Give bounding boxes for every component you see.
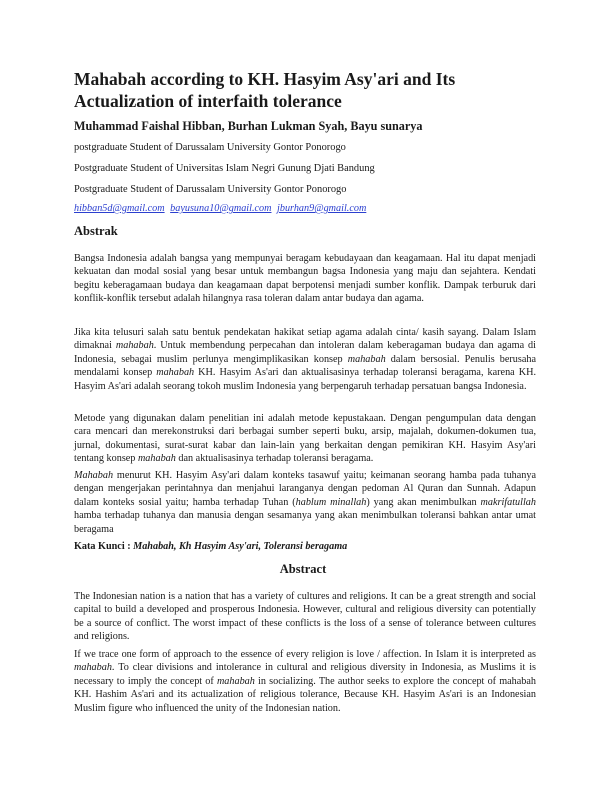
email-link-bayu[interactable]: bayusuna10@gmail.com — [170, 203, 272, 214]
abstract-heading: Abstract — [279, 562, 327, 576]
abstrak-paragraph-3: Metode yang digunakan dalam penelitian ini adalah metode kepustakaan. Dengan pengumpulan data dengan cara mencari dan merekonstruksi dari berbagai sumber seperti buku, arsip, majalah, dokumen-dokumen tua, jurnal, dokumentasi, surat-surat kabar dan lain-lain yang berkaitan dengan pemikiran KH. Hasyim Asy'ari tentang konsep mahabah dan aktualisasinya terhadap toleransi beragama. — [74, 413, 536, 465]
abstrak-paragraph-4: Mahabah menurut KH. Hasyim Asy'ari dalam konteks tasawuf yaitu; keimanan seorang hamba pada tuhanya dengan mengerjakan perintahnya dan menjahui laranganya dengan pedoman Al Quran dan Sunnah. Adapun dalam konteks sosial yaitu; hamba terhadap Tuhan (hablum minallah) yang akan menimbulkan makrifatullah hamba terhadap tuhanya dan manusia dengan sesamanya yang akan menimbulkan toleransi bahkan antar umat beragama — [74, 470, 536, 535]
paper-title: Mahabah according to KH. Hasyim Asy'ari and Its Actualization of interfaith tolerance — [74, 69, 456, 111]
abstrak-heading: Abstrak — [74, 224, 118, 238]
keywords-value: Mahabah, Kh Hasyim Asy'ari, Toleransi beragama — [133, 541, 348, 552]
affiliation-3: Postgraduate Student of Darussalam University Gontor Ponorogo — [74, 184, 347, 195]
email-link-hibban[interactable]: hibban5d@gmail.com — [74, 203, 165, 214]
email-list — [74, 203, 369, 214]
keywords-label: Kata Kunci : — [74, 541, 134, 552]
abstract-paragraph-1: The Indonesian nation is a nation that has a variety of cultures and religions. It can be a great strength and social capital to build a developed and prosperous Indonesia. However, cultural and religious diversity can potentially be a source of conflict. The worst impact of these conflicts is the loss of a sense of tolerance between cultures and religions. — [74, 591, 536, 643]
abstrak-paragraph-2: Jika kita telusuri salah satu bentuk pendekatan hakikat setiap agama adalah cinta/ kasih sayang. Dalam Islam dimaknai mahabah. Untuk membendung perpecahan dan intoleran dalam keberagaman budaya dan agama di Indonesia, sebagai muslim perlunya mengimplikasikan konsep mahabah dalam bersosial. Penulis berusaha mendalami konsep mahabah KH. Hasyim As'ari dan aktualisasinya terhadap toleransi beragama, karena KH. Hasyim As'ari adalah seorang tokoh muslim Indonesia yang berpengaruh terhadap persatuan bangsa Indonesia. — [74, 327, 537, 392]
email-link-burhan[interactable]: jburhan9@gmail.com — [277, 203, 367, 214]
abstrak-paragraph-1: Bangsa Indonesia adalah bangsa yang mempunyai beragam kebudayaan dan keagamaan. Hal itu dapat menjadi kekuatan dan modal sosial yang besar untuk membangun bagsa Indonesia yang maju dan sejahtera. Kendati begitu keberagamaan budaya dan keagamaan dapat berpotensi menjadi sumber konflik. Dampak terburuk dari konflik-konflik tersebut adalah hilangnya rasa toleran dalam antar budaya dan agama. — [74, 253, 536, 305]
keywords-line — [74, 541, 347, 552]
affiliation-1: postgraduate Student of Darussalam University Gontor Ponorogo — [74, 142, 346, 153]
abstract-paragraph-2: If we trace one form of approach to the essence of every religion is love / affection. In Islam it is interpreted as mahabah. To clear divisions and intolerance in cultural and religious diversity in Indonesia, as Muslims it is necessary to imply the concept of mahabah in socializing. The author seeks to explore the concept of mahabah KH. Hashim As'ari and its actualization of religious tolerance, Because KH. Hasyim As'ari is an Indonesian Muslim figure who influenced the unity of the Indonesian nation. — [74, 649, 536, 714]
author-list: Muhammad Faishal Hibban, Burhan Lukman Syah, Bayu sunarya — [74, 119, 423, 133]
affiliation-2: Postgraduate Student of Universitas Islam Negri Gunung Djati Bandung — [74, 163, 375, 174]
